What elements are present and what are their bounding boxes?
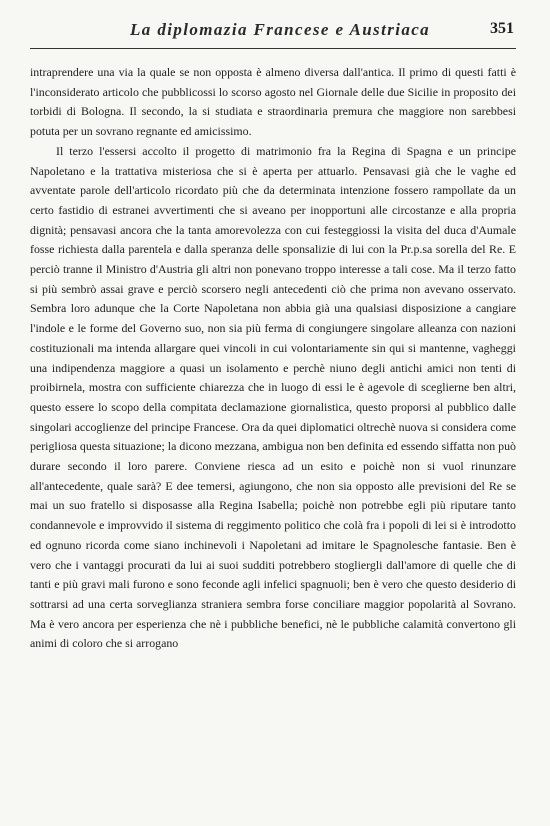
page-number: 351 — [490, 20, 514, 37]
paragraph: intraprendere una via la quale se non opposta è almeno diversa dall'antica. Il primo di questi fatti è l'inconsiderato articolo che pubblicossi lo scorso agosto nel Giornale delle due Sicilie in proposito dei torbidi di Bologna. Il secondo, la si studiata e straordinaria premura che maggiore non sarebbesi potuta per un sovrano regnante ed amicissimo. — [30, 65, 516, 139]
paragraph: Il terzo l'essersi accolto il progetto di matrimonio fra la Regina di Spagna e un principe Napoletano e la trattativa misteriosa che si è aperta per attuarlo. Pensavasi già che le vaghe ed avventate parole dell'articolo ricordato più che da determinata intenzione fossero rampollate da un certo fastidio di estranei avvertimenti che si aveano per inopportuni alle circostanze e alla propria dignità; pensavasi ancora che la tanta amorevolezza con cui festeggiossi la visita del duca d'Aumale fosse richiesta dalla parentela e dalla speranza delle sponsalizie di lui con la Pr.p.sa sorella del Re. E perciò tranne il Ministro d'Austria gli altri non ponevano troppo interesse a tali cose. Ma il terzo fatto si più sembrò assai grave e perciò scorsero negli antecedenti ciò che prima non avevano osservato. Sembra loro adunque che la Corte Napoletana non abbia già una qualsiasi disposizione a cangiare l'indole e le forme del Governo suo, non sia più ferma di congiungere singolare alleanza con nazioni costituzionali ma intenda allargare quei vincoli in cui volontariamente sin qui si mantenne, vagheggi una indipendenza maggiore a quasi un isolamento e perchè niuno degli antichi amici non tenti di proibirnela, mostra con sufficiente chiarezza che in luogo di essi le è agevole di sceglierne ben altri, questo essere lo scopo della compitata declamazione giornalistica, questo proporsi al pubblico dalle singolari accoglienze del principe Francese. Ora da quei diplomatici oltrechè nuova si considera come perigliosa questa situazione; la dicono mezzana, ambigua non ben definita ed essendo siffatta non può durare secondo il loro parere. Conviene riesca ad un esito e poichè non si vuol rinunzare all'antecedente, quale sarà? E dee temersi, agiungono, che non sia opposto alle previsioni del Re se mai un suo fratello si disposasse alla Regina Isabella; poichè non potrebbe egli più riputare tanto condannevole e improvvido il sistema di reggimento politico che colà fra i popoli di lei si è introdotto ed ognuno ricorda come siano inchinevoli i Napoletani ad imitare le Spagnolesche fantasie. Ben è vero che i vantaggi procurati da lui ai suoi sudditi potrebbero stogliergli dall'amore di quelle che di tanti e più gravi mali furono e sono feconde agli infelici spagnuoli; ben è vero che questo desiderio di sottrarsi ad una certa sorveglianza straniera sembra forse conciliare maggior popolarità al Sovrano. Ma è vero ancora per esperienza che nè i pubbliche benefici, nè le pubbliche calamità convertono gli animi di coloro che si arrogano — [30, 143, 516, 651]
running-title: La diplomazia Francese e Austriaca — [130, 20, 431, 39]
body-text — [30, 63, 516, 654]
page-header — [30, 18, 516, 49]
